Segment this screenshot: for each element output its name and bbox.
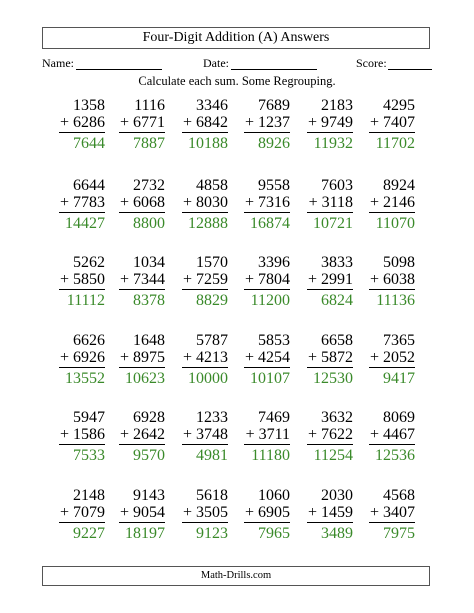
footer-credit: Math-Drills.com [42,566,430,586]
addend-bottom: + 1586 [59,426,105,443]
addition-problem [335,177,415,241]
addend-bottom: + 4213 [182,349,228,366]
answer: 7887 [133,135,165,152]
addend-bottom: + 3748 [182,426,228,443]
addend-top: 9143 [133,487,165,504]
answer: 11200 [250,292,290,309]
answer: 12536 [375,447,415,464]
addend-bottom: + 6926 [59,349,105,366]
addend-bottom: + 8030 [182,194,228,211]
addend-top: 1358 [73,97,105,114]
answer: 12530 [313,370,353,387]
sum-rule [369,289,415,290]
addend-bottom: + 7407 [369,114,415,131]
answer: 9227 [73,525,105,542]
addend-bottom: + 6286 [59,114,105,131]
addend-top: 2732 [133,177,165,194]
addend-bottom: + 7079 [59,504,105,521]
answer: 10721 [313,215,353,232]
answer: 11112 [66,292,105,309]
addend-top: 4295 [383,97,415,114]
answer: 9417 [383,370,415,387]
addend-top: 5853 [258,332,290,349]
addend-top: 8924 [383,177,415,194]
answer: 9570 [133,447,165,464]
addition-problem [335,409,415,473]
addend-top: 7469 [258,409,290,426]
answer: 7975 [383,525,415,542]
score-label: Score: [356,56,387,70]
sum-rule [369,212,415,213]
addend-bottom: + 7804 [244,271,290,288]
addend-top: 3346 [196,97,228,114]
answer: 11702 [375,135,415,152]
addend-top: 1648 [133,332,165,349]
addend-bottom: + 8975 [119,349,165,366]
addend-top: 6644 [73,177,105,194]
answer: 4981 [196,447,228,464]
addend-bottom: + 7316 [244,194,290,211]
addend-bottom: + 2052 [369,349,415,366]
answer: 13552 [65,370,105,387]
answer: 8926 [258,135,290,152]
answer: 8800 [133,215,165,232]
answer: 7965 [258,525,290,542]
answer: 7533 [73,447,105,464]
addend-top: 6626 [73,332,105,349]
addend-top: 7603 [321,177,353,194]
addend-top: 8069 [383,409,415,426]
addend-bottom: + 2991 [307,271,353,288]
addend-bottom: + 5850 [59,271,105,288]
addend-top: 1034 [133,254,165,271]
answer: 16874 [250,215,290,232]
addend-top: 5947 [73,409,105,426]
answer: 8829 [196,292,228,309]
addend-top: 1233 [196,409,228,426]
sum-rule [369,522,415,523]
addend-top: 5618 [196,487,228,504]
addend-top: 2148 [73,487,105,504]
addend-top: 9558 [258,177,290,194]
answer: 11932 [313,135,353,152]
sum-rule [369,132,415,133]
addend-bottom: + 6842 [182,114,228,131]
addend-bottom: + 7783 [59,194,105,211]
addend-top: 3396 [258,254,290,271]
answer: 3489 [321,525,353,542]
addend-bottom: + 3407 [369,504,415,521]
addend-bottom: + 3118 [308,194,353,211]
answer: 6824 [321,292,353,309]
addend-top: 2030 [321,487,353,504]
answer: 14427 [65,215,105,232]
worksheet-title: Four-Digit Addition (A) Answers [42,27,430,49]
date-label: Date: [203,56,229,70]
addend-bottom: + 1237 [244,114,290,131]
answer: 10623 [125,370,165,387]
addend-bottom: + 2642 [119,426,165,443]
answer: 12888 [188,215,228,232]
addend-top: 6658 [321,332,353,349]
sum-rule [369,444,415,445]
addend-top: 5098 [383,254,415,271]
addend-bottom: + 3505 [182,504,228,521]
addend-top: 6928 [133,409,165,426]
addend-bottom: + 1459 [307,504,353,521]
sum-rule [369,367,415,368]
answer: 11254 [313,447,353,464]
addend-top: 4568 [383,487,415,504]
addend-bottom: + 6038 [369,271,415,288]
addend-bottom: + 4254 [244,349,290,366]
addend-bottom: + 6771 [119,114,165,131]
addend-bottom: + 4467 [369,426,415,443]
answer: 11136 [376,292,415,309]
name-label: Name: [42,56,74,70]
answer: 8378 [133,292,165,309]
answer: 11070 [375,215,415,232]
addend-top: 1570 [196,254,228,271]
addition-problem [335,332,415,396]
addend-top: 1116 [134,97,165,114]
instructions: Calculate each sum. Some Regrouping. [138,74,336,88]
addend-top: 7689 [258,97,290,114]
addend-bottom: + 9749 [307,114,353,131]
addend-bottom: + 6905 [244,504,290,521]
addend-top: 5262 [73,254,105,271]
addend-bottom: + 7622 [307,426,353,443]
answer: 10188 [188,135,228,152]
answer: 18197 [125,525,165,542]
answer: 10107 [250,370,290,387]
addend-bottom: + 3711 [245,426,290,443]
addend-bottom: + 7259 [182,271,228,288]
addend-top: 3833 [321,254,353,271]
addition-problem [335,487,415,551]
addition-problem [335,254,415,318]
addend-bottom: + 6068 [119,194,165,211]
answer: 10000 [188,370,228,387]
answer: 7644 [73,135,105,152]
addend-top: 1060 [258,487,290,504]
addend-top: 2183 [321,97,353,114]
addend-bottom: + 2146 [369,194,415,211]
addend-bottom: + 5872 [307,349,353,366]
addend-top: 3632 [321,409,353,426]
addend-top: 4858 [196,177,228,194]
addend-bottom: + 7344 [119,271,165,288]
addend-top: 7365 [383,332,415,349]
addition-problem [335,97,415,161]
answer: 9123 [196,525,228,542]
answer: 11180 [251,447,290,464]
addend-bottom: + 9054 [119,504,165,521]
addend-top: 5787 [196,332,228,349]
